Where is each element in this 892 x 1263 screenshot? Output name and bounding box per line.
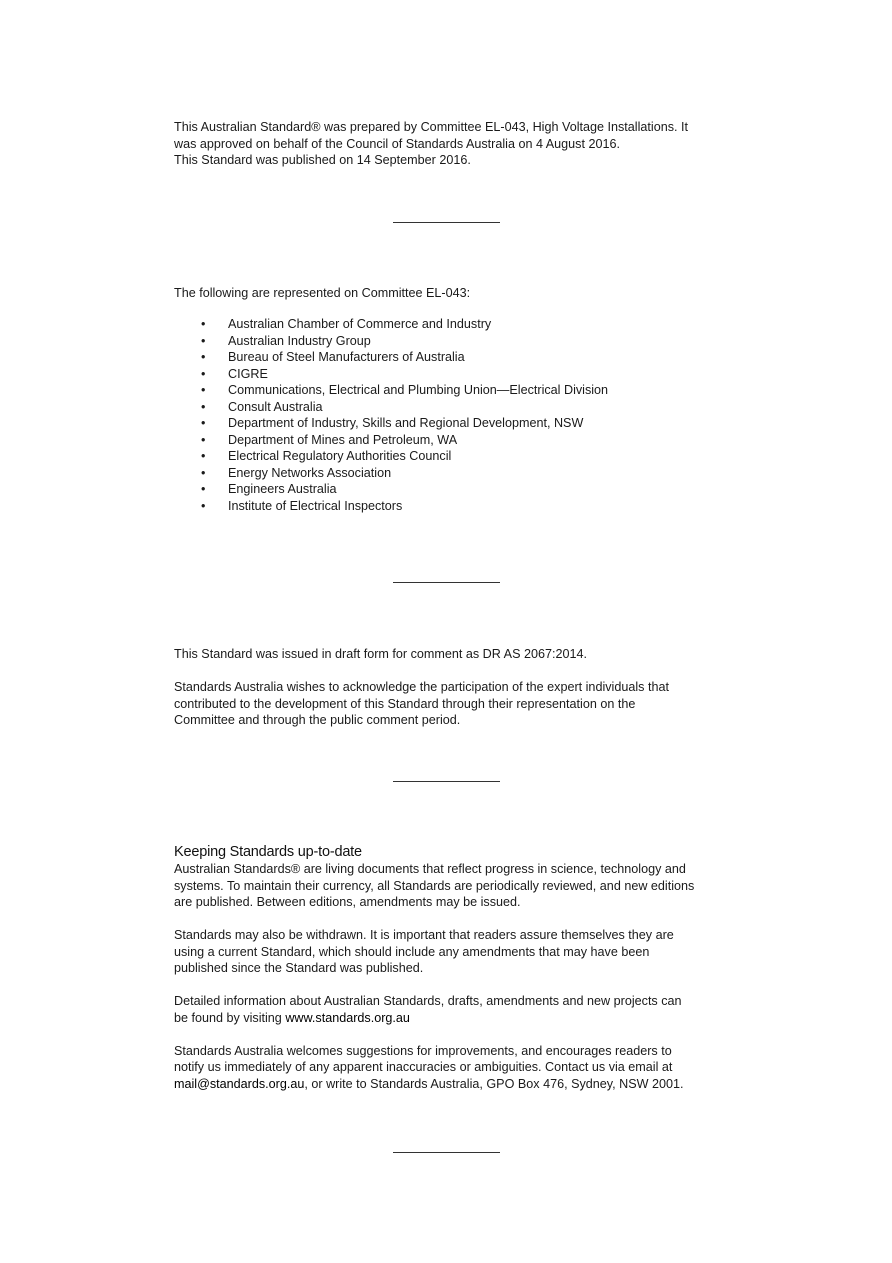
paragraph-line: are published. Between editions, amendments may be issued. — [174, 895, 521, 909]
paragraph-line — [174, 1010, 734, 1027]
bullet-icon: • — [201, 465, 206, 480]
publication-note — [174, 119, 734, 169]
intro-line: was approved on behalf of the Council of Standards Australia on 4 August 2016. — [174, 136, 620, 151]
member-name: Consult Australia — [228, 399, 323, 414]
bullet-icon: • — [201, 449, 206, 463]
list-item — [174, 465, 608, 482]
member-name: Australian Chamber of Commerce and Industry — [228, 317, 492, 331]
committee-member-list — [174, 316, 608, 514]
draft-note — [174, 646, 734, 729]
paragraph-line: using a current Standard, which should include any amendments that may have been — [174, 944, 650, 959]
member-name: Department of Industry, Skills and Regional Development, NSW — [228, 416, 584, 430]
paragraph-line — [174, 1076, 734, 1093]
list-item — [174, 366, 608, 383]
paragraph-line: notify us immediately of any apparent inaccuracies or ambiguities. Contact us via email at — [174, 1060, 673, 1074]
spacer — [174, 1026, 734, 1043]
list-item — [174, 316, 608, 333]
bullet-icon: • — [201, 383, 206, 397]
member-name: Energy Networks Association — [228, 465, 392, 480]
bullet-icon: • — [201, 333, 206, 348]
paragraph-line: published since the Standard was published. — [174, 961, 424, 975]
draft-line: This Standard was issued in draft form for comment as DR AS 2067:2014. — [174, 647, 587, 661]
list-item — [174, 498, 608, 515]
member-name: Communications, Electrical and Plumbing Union—Electrical Division — [228, 383, 609, 397]
bullet-icon: • — [201, 432, 206, 447]
list-item — [174, 349, 608, 366]
website-link[interactable]: www.standards.org.au — [285, 1010, 410, 1025]
member-name: Institute of Electrical Inspectors — [228, 498, 403, 513]
committee-lead-text: The following are represented on Committee EL-043: — [174, 286, 471, 300]
section-divider — [393, 222, 500, 223]
ack-line: contributed to the development of this Standard through their representation on the — [174, 696, 636, 711]
list-item — [174, 432, 608, 449]
paragraph-text: , or write to Standards Australia, GPO Box 476, Sydney, NSW 2001. — [304, 1076, 684, 1091]
bullet-icon: • — [201, 399, 206, 414]
bullet-icon: • — [201, 498, 206, 513]
member-name: Australian Industry Group — [228, 333, 371, 348]
list-item — [174, 448, 608, 465]
member-name: Engineers Australia — [228, 482, 337, 496]
section-divider — [393, 781, 500, 782]
list-item — [174, 333, 608, 350]
member-name: Bureau of Steel Manufacturers of Australia — [228, 350, 465, 364]
list-item — [174, 399, 608, 416]
intro-line: This Australian Standard® was prepared by Committee EL-043, High Voltage Installations. It — [174, 120, 689, 134]
paragraph-line: Australian Standards® are living documents that reflect progress in science, technology and — [174, 862, 686, 876]
keeping-standards-section — [174, 844, 734, 1092]
spacer — [174, 977, 734, 994]
email-link[interactable]: mail@standards.org.au — [174, 1076, 305, 1091]
paragraph-line: Detailed information about Australian Standards, drafts, amendments and new projects can — [174, 994, 682, 1008]
member-name: Electrical Regulatory Authorities Council — [228, 449, 452, 463]
paragraph-line: Standards may also be withdrawn. It is important that readers assure themselves they are — [174, 928, 674, 942]
spacer — [174, 911, 734, 928]
bullet-icon: • — [201, 482, 206, 496]
list-item — [174, 382, 608, 399]
spacer — [174, 663, 734, 680]
section-divider — [393, 582, 500, 583]
intro-line: This Standard was published on 14 September 2016. — [174, 153, 471, 167]
paragraph-text: be found by visiting — [174, 1010, 286, 1025]
bullet-icon: • — [201, 317, 206, 331]
bullet-icon: • — [201, 416, 206, 430]
member-name: CIGRE — [228, 366, 268, 381]
section-heading: Keeping Standards up-to-date — [174, 844, 362, 860]
paragraph-line: Standards Australia welcomes suggestions for improvements, and encourages readers to — [174, 1043, 672, 1058]
list-item — [174, 415, 608, 432]
section-divider — [393, 1152, 500, 1153]
paragraph-line: systems. To maintain their currency, all Standards are periodically reviewed, and new editions — [174, 878, 695, 893]
member-name: Department of Mines and Petroleum, WA — [228, 432, 458, 447]
list-item — [174, 481, 608, 498]
bullet-icon: • — [201, 366, 206, 381]
ack-line: Committee and through the public comment period. — [174, 713, 461, 727]
bullet-icon: • — [201, 350, 206, 364]
committee-lead — [174, 285, 734, 302]
ack-line: Standards Australia wishes to acknowledge the participation of the expert individuals that — [174, 680, 669, 694]
